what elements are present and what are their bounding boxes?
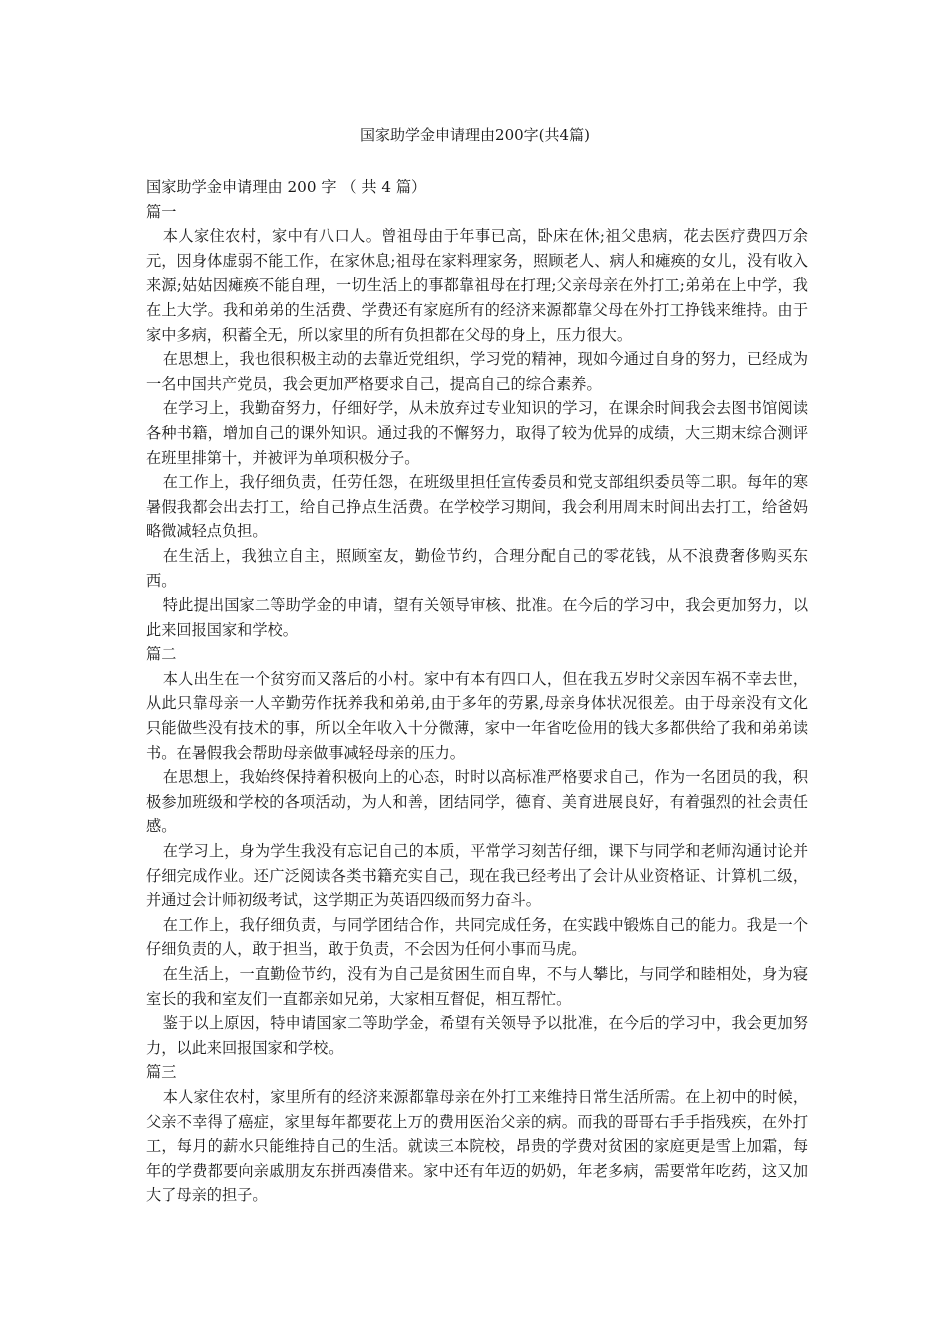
section-2 — [146, 642, 808, 1060]
paragraph: 本人家住农村，家里所有的经济来源都靠母亲在外打工来维持日常生活所需。在上初中的时候，父亲不幸得了癌症，家里每年都要花上万的费用医治父亲的病。而我的哥哥右手手指残疾，在外打工，每月的薪水只能维持自己的生活。就读三本院校，昂贵的学费对贫困的家庭更是雪上加霜，每年的学费都要向亲戚朋友东拼西凑借来。家中还有年迈的奶奶，年老多病，需要常年吃药，这又加大了母亲的担子。 — [146, 1087, 808, 1205]
paragraph: 在学习上，身为学生我没有忘记自己的本质，平常学习刻苦仔细，课下与同学和老师沟通讨论并仔细完成作业。还广泛阅读各类书籍充实自己，现在我已经考出了会计从业资格证、计算机二级，并通过会计师初级考试，这学期正为英语四级而努力奋斗。 — [146, 842, 808, 910]
section-heading: 篇二 — [146, 645, 177, 664]
paragraph: 在思想上，我始终保持着积极向上的心态，时时以高标准严格要求自己，作为一名团员的我，积极参加班级和学校的各项活动，为人和善，团结同学，德育、美育进展良好，有着强烈的社会责任感。 — [146, 768, 808, 836]
section-1 — [146, 200, 808, 643]
paragraph: 在工作上，我仔细负责，任劳任怨，在班级里担任宣传委员和党支部组织委员等二职。每年的寒暑假我都会出去打工，给自己挣点生活费。在学校学习期间，我会利用周末时间出去打工，给爸妈略微减轻点负担。 — [146, 473, 808, 541]
paragraph: 在思想上，我也很积极主动的去靠近党组织，学习党的精神，现如今通过自身的努力，已经成为一名中国共产党员，我会更加严格要求自己，提高自己的综合素养。 — [146, 350, 808, 393]
paragraph: 在生活上，一直勤俭节约，没有为自己是贫困生而自卑，不与人攀比，与同学和睦相处，身为寝室长的我和室友们一直都亲如兄弟，大家相互督促，相互帮忙。 — [146, 965, 808, 1008]
section-heading: 篇一 — [146, 202, 177, 221]
paragraph: 在生活上，我独立自主，照顾室友，勤俭节约，合理分配自己的零花钱，从不浪费奢侈购买东西。 — [146, 546, 808, 590]
document-subtitle: 国家助学金申请理由 200 字 （ 共 4 篇） — [146, 178, 427, 196]
paragraph: 鉴于以上原因，特申请国家二等助学金，希望有关领导予以批准，在今后的学习中，我会更加努力，以此来回报国家和学校。 — [146, 1014, 808, 1057]
paragraph: 在学习上，我勤奋努力，仔细好学，从未放弃过专业知识的学习，在课余时间我会去图书馆阅读各种书籍，增加自己的课外知识。通过我的不懈努力，取得了较为优异的成绩，大三期末综合测评在班里排第十，并被评为单项积极分子。 — [146, 399, 808, 467]
document-title: 国家助学金申请理由200字(共4篇) — [360, 126, 590, 144]
section-3 — [146, 1060, 808, 1208]
section-heading: 篇三 — [146, 1063, 177, 1082]
paragraph: 在工作上，我仔细负责，与同学团结合作，共同完成任务，在实践中锻炼自己的能力。我是一个仔细负责的人，敢于担当，敢于负责，不会因为任何小事而马虎。 — [146, 915, 808, 959]
paragraph: 本人家住农村，家中有八口人。曾祖母由于年事已高，卧床在休;祖父患病，花去医疗费四万余元，因身体虚弱不能工作，在家休息;祖母在家料理家务，照顾老人、病人和瘫痪的女儿，没有收入来源;姑姑因瘫痪不能自理，一切生活上的事都靠祖母在打理;父亲母亲在外打工;弟弟在上中学，我在上大学。我和弟弟的生活费、学费还有家庭所有的经济来源都靠父母在外打工挣钱来维持。由于家中多病，积蓄全无，所以家里的所有负担都在父母的身上，压力很大。 — [146, 227, 808, 344]
document-body — [146, 175, 808, 1208]
paragraph: 特此提出国家二等助学金的申请，望有关领导审核、批准。在今后的学习中，我会更加努力，以此来回报国家和学校。 — [146, 596, 808, 639]
sections-container — [146, 200, 808, 1208]
paragraph: 本人出生在一个贫穷而又落后的小村。家中有本有四口人，但在我五岁时父亲因车祸不幸去世，从此只靠母亲一人辛勤劳作抚养我和弟弟,由于多年的劳累,母亲身体状况很差。由于母亲没有文化只能做些没有技术的事，所以全年收入十分微薄，家中一年省吃俭用的钱大多都供给了我和弟弟读书。在暑假我会帮助母亲做事减轻母亲的压力。 — [146, 669, 808, 762]
